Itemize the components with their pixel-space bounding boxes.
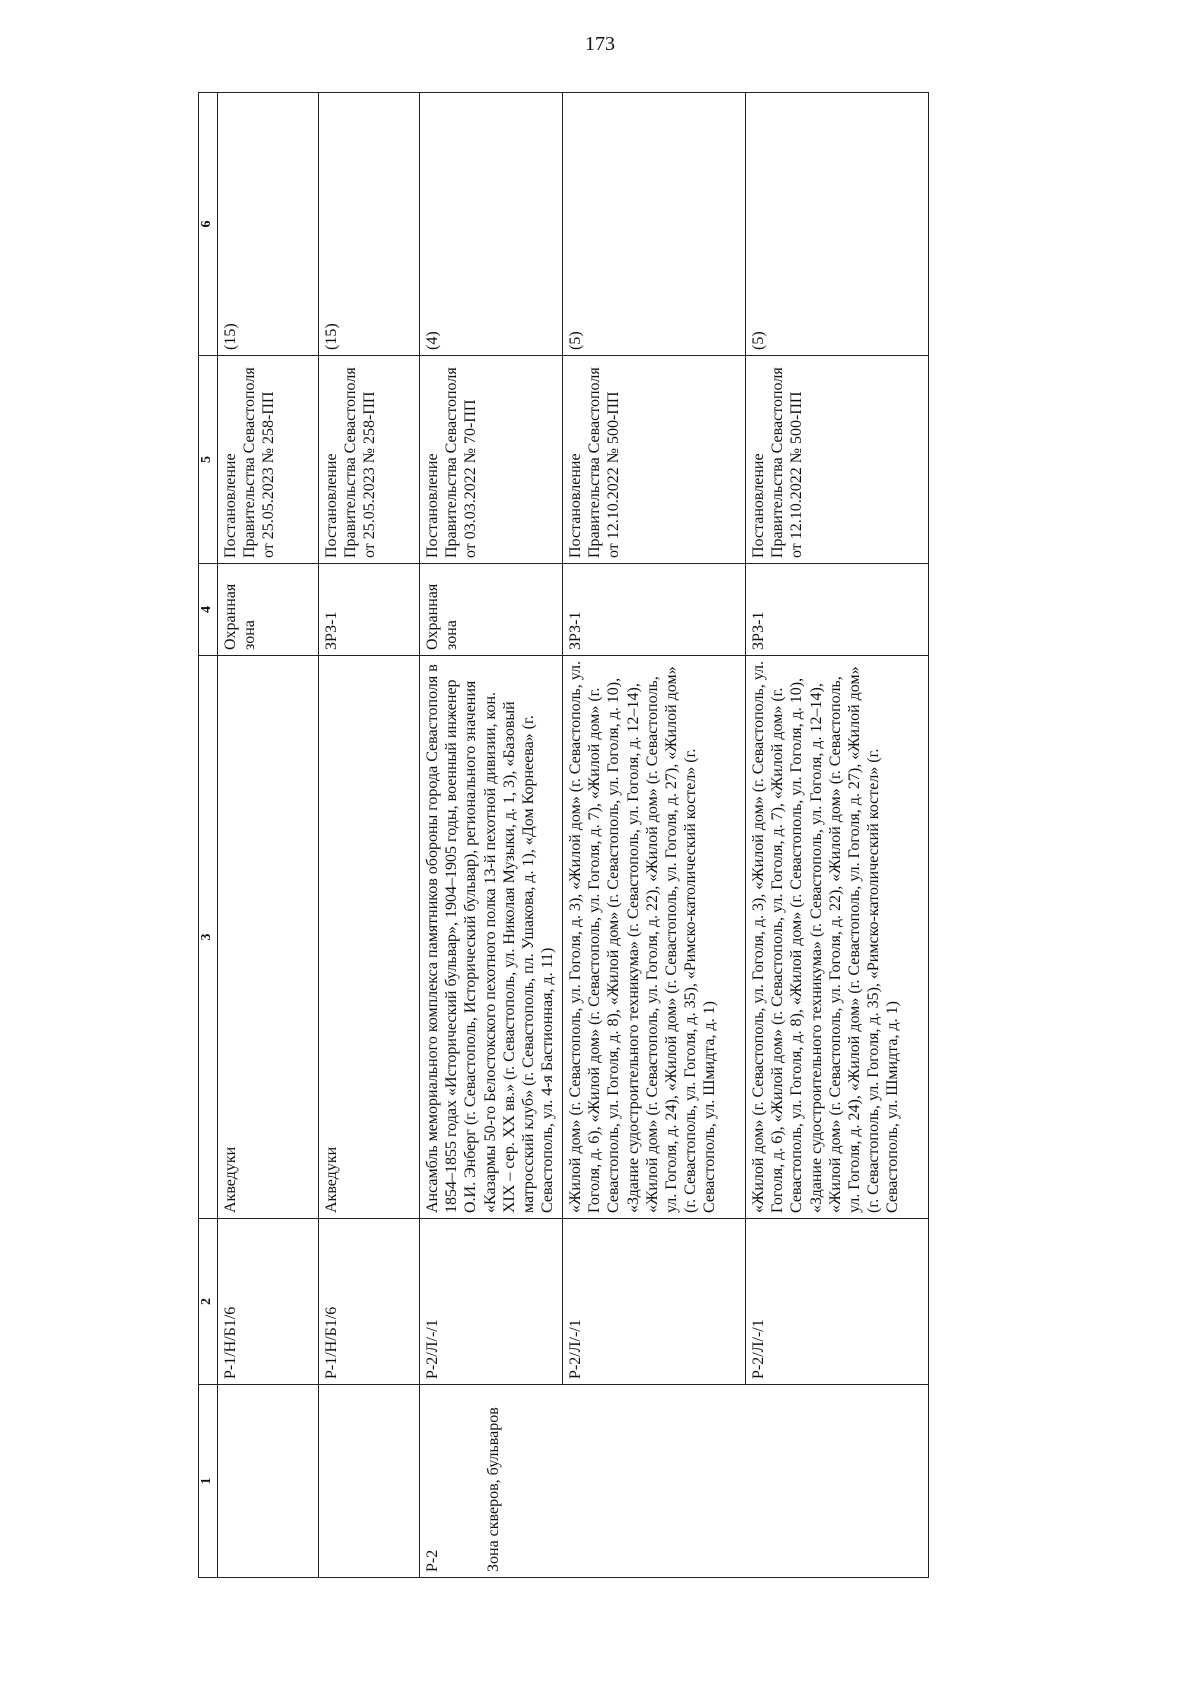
document-cell: Постановление Правительства Севастополя от 25.05.2023 № 258-ПП (319, 356, 420, 564)
header-col-6: 6 (199, 93, 218, 356)
zone-cell (218, 1385, 319, 1578)
note-cell: (4) (420, 93, 563, 356)
index-cell: Р-1/Н/Б1/6 (218, 1219, 319, 1385)
table-body (218, 93, 929, 1578)
note-cell: (15) (319, 93, 420, 356)
zone-cell (319, 1385, 420, 1578)
header-col-1: 1 (199, 1385, 218, 1578)
header-col-2: 2 (199, 1219, 218, 1385)
zone-type-cell: Охранная зона (218, 564, 319, 656)
note-cell: (5) (746, 93, 929, 356)
note-cell: (5) (563, 93, 746, 356)
zone-name: Зона скверов, бульваров (485, 1407, 503, 1572)
objects-cell: Ансамбль мемориального комплекса памятников обороны города Севастополя в 1854–1855 годах «Исторический бульвар», 1904–1905 годы, военный инженер О.И. Энберг (г. Севастополь, Исторический бульвар), регионального значения «Казармы 50-го Белостокского пехотного полка 13-й пехотной дивизии, кон. XIX – сер. XX вв.» (г. Севастополь, ул. Николая Музыки, д. 1, 3), «Базовый матросский клуб» (г. Севастополь, пл. Ушакова, д. 1), «Дом Корнеева» (г. Севастополь, ул. 4-я Бастионная, д. 11) (420, 656, 563, 1219)
note-cell: (15) (218, 93, 319, 356)
objects-cell: Акведуки (319, 656, 420, 1219)
objects-cell: Акведуки (218, 656, 319, 1219)
zone-type-cell: Охранная зона (420, 564, 563, 656)
index-cell: Р-2/Л/-/1 (563, 1219, 746, 1385)
page-number: 173 (585, 33, 615, 55)
header-col-4: 4 (199, 564, 218, 656)
objects-cell: «Жилой дом» (г. Севастополь, ул. Гоголя, д. 3), «Жилой дом» (г. Севастополь, ул. Гоголя, д. 6), «Жилой дом» (г. Севастополь, ул. Гоголя, д. 7), «Жилой дом» (г. Севастополь, ул. Гоголя, д. 8), «Жилой дом» (г. Севастополь, ул. Гоголя, д. 10), «Здание судостроительного техникума» (г. Севастополь, ул. Гоголя, д. 12–14), «Жилой дом» (г. Севастополь, ул. Гоголя, д. 22), «Жилой дом» (г. Севастополь, ул. Гоголя, д. 24), «Жилой дом» (г. Севастополь, ул. Гоголя, д. 27), «Жилой дом» (г. Севастополь, ул. Гоголя, д. 35), «Римско-католический костел» (г. Севастополь, ул. Шмидта, д. 1) (746, 656, 929, 1219)
index-cell: Р-2/Л/-/1 (420, 1219, 563, 1385)
table-row (746, 93, 929, 1578)
index-cell: Р-2/Л/-/1 (746, 1219, 929, 1385)
zone-type-cell: ЗРЗ-1 (746, 564, 929, 656)
zone-cell (420, 1385, 929, 1578)
zone-type-cell: ЗРЗ-1 (319, 564, 420, 656)
document-cell: Постановление Правительства Севастополя от 12.10.2022 № 500-ПП (746, 356, 929, 564)
table-row (420, 93, 563, 1578)
rotated-table-wrapper (198, 93, 902, 1578)
header-col-5: 5 (199, 356, 218, 564)
header-row (199, 93, 218, 1578)
table-row (319, 93, 420, 1578)
index-cell: Р-1/Н/Б1/6 (319, 1219, 420, 1385)
table-row (218, 93, 319, 1578)
document-cell: Постановление Правительства Севастополя от 25.05.2023 № 258-ПП (218, 356, 319, 564)
document-cell: Постановление Правительства Севастополя от 03.03.2022 № 70-ПП (420, 356, 563, 564)
header-col-3: 3 (199, 656, 218, 1219)
zone-code: Р-2 (424, 1549, 441, 1572)
table-header (199, 93, 218, 1578)
zones-table (198, 92, 929, 1578)
document-cell: Постановление Правительства Севастополя от 12.10.2022 № 500-ПП (563, 356, 746, 564)
table-row (563, 93, 746, 1578)
objects-cell: «Жилой дом» (г. Севастополь, ул. Гоголя, д. 3), «Жилой дом» (г. Севастополь, ул. Гоголя, д. 6), «Жилой дом» (г. Севастополь, ул. Гоголя, д. 7), «Жилой дом» (г. Севастополь, ул. Гоголя, д. 8), «Жилой дом» (г. Севастополь, ул. Гоголя, д. 10), «Здание судостроительного техникума» (г. Севастополь, ул. Гоголя, д. 12–14), «Жилой дом» (г. Севастополь, ул. Гоголя, д. 22), «Жилой дом» (г. Севастополь, ул. Гоголя, д. 24), «Жилой дом» (г. Севастополь, ул. Гоголя, д. 27), «Жилой дом» (г. Севастополь, ул. Гоголя, д. 35), «Римско-католический костел» (г. Севастополь, ул. Шмидта, д. 1) (563, 656, 746, 1219)
zone-type-cell: ЗРЗ-1 (563, 564, 746, 656)
